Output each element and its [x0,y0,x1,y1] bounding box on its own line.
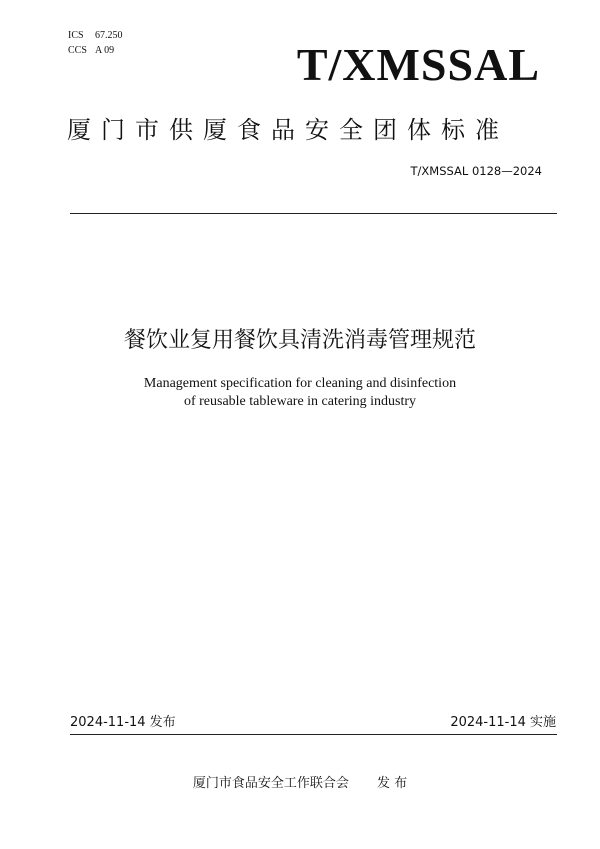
classification-codes [68,28,123,58]
document-title-english [0,375,600,411]
issue-date: 2024-11-14 发布 [70,715,176,730]
footer-divider [70,734,557,735]
ics-label: ICS [68,30,84,41]
implementation-date: 2024-11-14 实施 [450,715,556,730]
english-title-line-1: Management specification for cleaning and disinfection [143,376,457,391]
english-title-line-2: of reusable tableware in catering industry [183,394,417,409]
ics-code [68,28,123,43]
header-divider [70,213,557,214]
organization-standard-title: 厦门市供厦食品安全团体标准 [67,116,509,144]
document-title-chinese: 餐饮业复用餐饮具清洗消毒管理规范 [123,328,476,353]
publisher-line [0,775,600,793]
publisher-action: 发 布 [376,776,408,791]
standard-mark: T/XMSSAL [296,39,540,90]
standard-number: T/XMSSAL 0128—2024 [410,164,542,178]
ics-value: 67.250 [95,30,123,41]
ccs-code [68,43,123,58]
ccs-label: CCS [68,45,87,56]
publisher-name: 厦门市食品安全工作联合会 [192,776,349,791]
ccs-value: A 09 [95,45,115,56]
